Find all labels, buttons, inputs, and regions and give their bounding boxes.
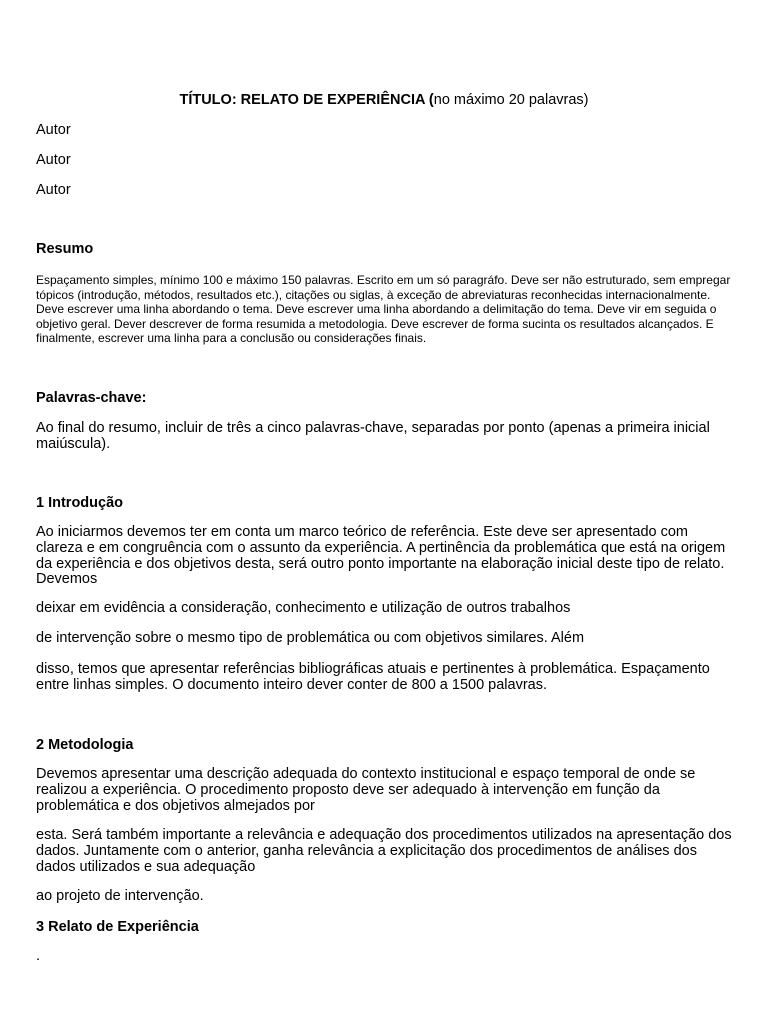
title-bold-part: TÍTULO: RELATO DE EXPERIÊNCIA ( <box>179 92 434 108</box>
introducao-paragraph-2: deixar em evidência a consideração, conhecimento e utilização de outros trabalhos <box>36 600 571 616</box>
introducao-heading: 1 Introdução <box>36 495 124 511</box>
author-2: Autor <box>36 152 71 168</box>
metodologia-paragraph-2: esta. Será também importante a relevância e adequação dos procedimentos utilizados na apresentação dos dados. Juntamente com o anterior, ganha relevância a explicitação dos procedimentos de análises dos dados utilizados e sua adequação <box>36 827 732 875</box>
palavras-chave-text: Ao final do resumo, incluir de três a cinco palavras-chave, separadas por ponto (apenas a primeira inicial maiúscula). <box>36 420 710 452</box>
introducao-paragraph-4: disso, temos que apresentar referências bibliográficas atuais e pertinentes à problemática. Espaçamento entre linhas simples. O documento inteiro dever conter de 800 a 1500 palavras. <box>36 661 710 693</box>
title-normal-part: no máximo 20 palavras) <box>433 92 589 108</box>
metodologia-heading: 2 Metodologia <box>36 737 134 753</box>
palavras-chave-heading: Palavras-chave: <box>36 390 147 406</box>
metodologia-paragraph-1: Devemos apresentar uma descrição adequada do contexto institucional e espaço temporal de onde se realizou a experiência. O procedimento proposto deve ser adequado à intervenção em função da problemática e dos objetivos almejados por <box>36 766 696 814</box>
relato-text: . <box>36 948 41 964</box>
resumo-text: Espaçamento simples, mínimo 100 e máximo 150 palavras. Escrito em um só paragráfo. Deve ser não estruturado, sem empregar tópicos (introdução, métodos, resultados etc.), citações ou siglas, à exceção de abreviaturas reconhecidas internacionalmente. Deve escrever uma linha abordando o tema. Deve escrever uma linha abordando a delimitação do tema. Deve vir em seguida o objetivo geral. Dever descrever de forma resumida a metodologia. Deve escrever de forma sucinta os resultados alcançados. E finalmente, escrever uma linha para a conclusão ou considerações finais. <box>36 273 731 346</box>
introducao-paragraph-1: Ao iniciarmos devemos ter em conta um marco teórico de referência. Este deve ser apresentado com clareza e em congruência com o assunto da experiência. A pertinência da problemática que está na origem da experiência e dos objetivos desta, será outro ponto importante na elaboração inicial deste tipo de relato. Devemos <box>36 524 726 588</box>
author-3: Autor <box>36 182 71 198</box>
resumo-heading: Resumo <box>36 241 94 257</box>
relato-heading: 3 Relato de Experiência <box>36 919 199 935</box>
document-title <box>36 91 732 109</box>
author-1: Autor <box>36 122 71 138</box>
introducao-paragraph-3: de intervenção sobre o mesmo tipo de problemática ou com objetivos similares. Além <box>36 630 585 646</box>
metodologia-paragraph-3: ao projeto de intervenção. <box>36 888 204 904</box>
